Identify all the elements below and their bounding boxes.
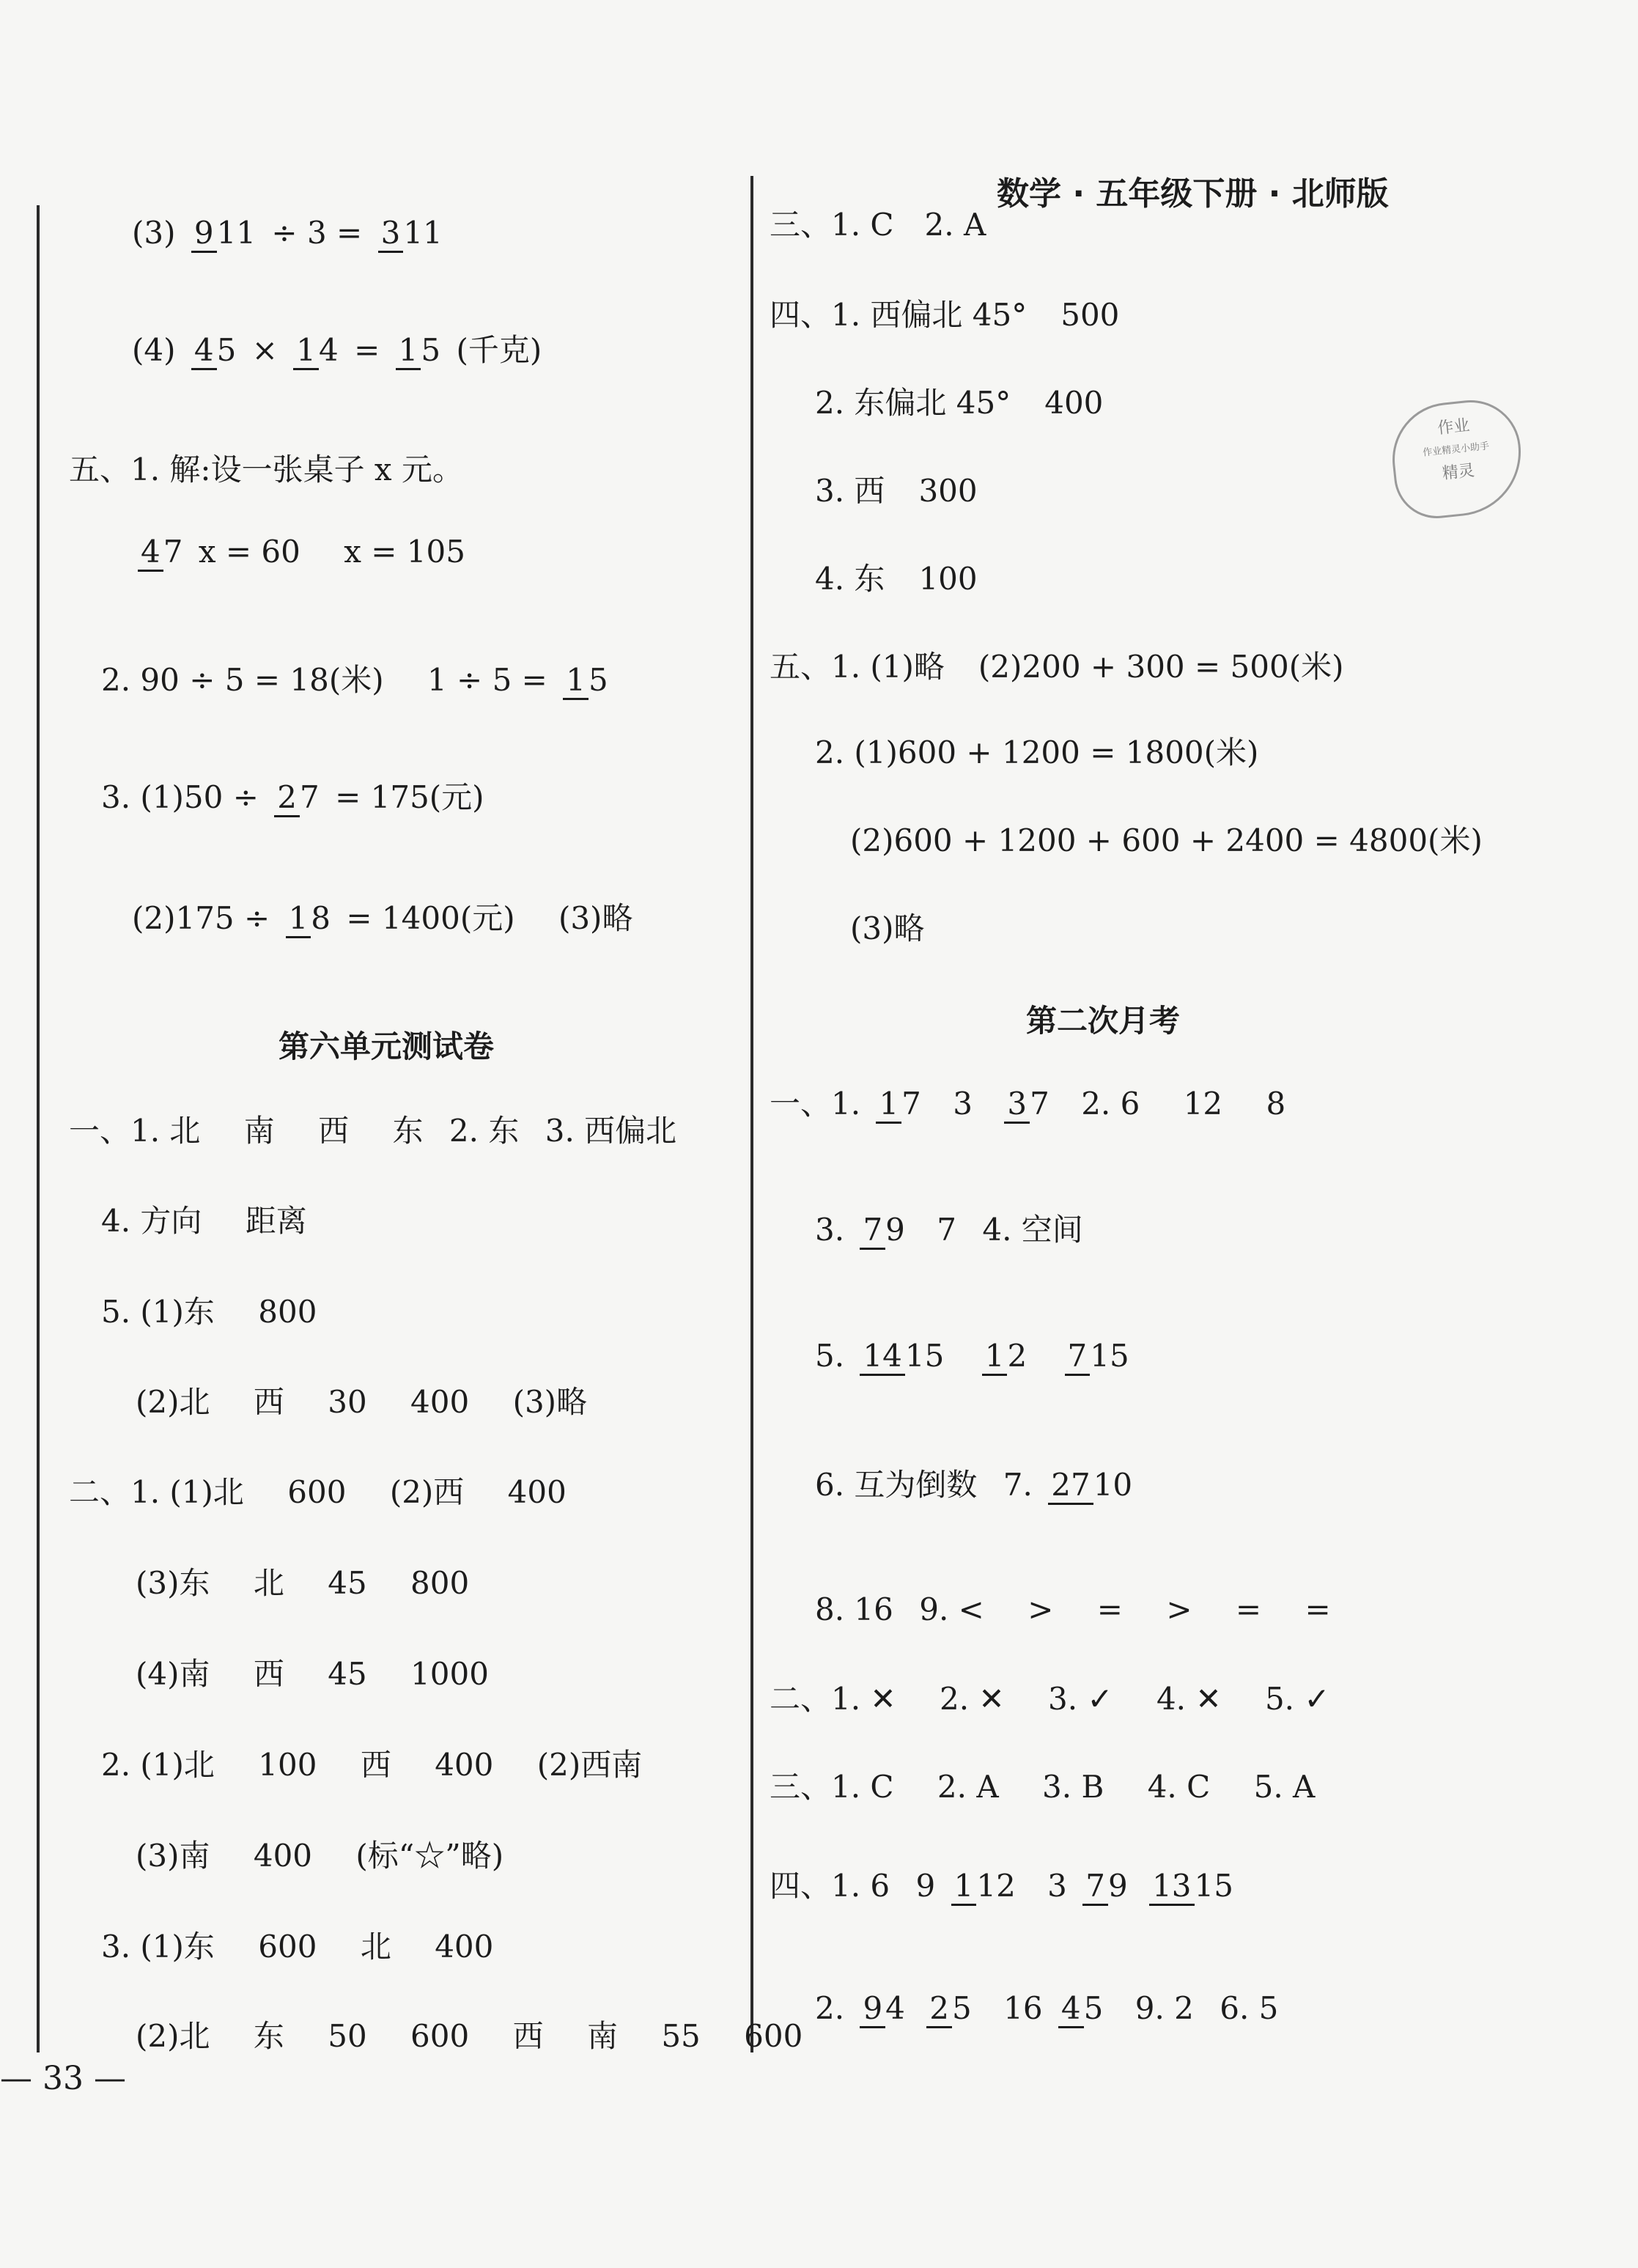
answer-line: 一、1. 北 南 西 东 2. 东 3. 西偏北: [69, 1113, 677, 1149]
answer-line: 3. (1)50 ÷ 27 = 175(元): [101, 777, 484, 816]
answer-line: (3)东 北 45 800: [136, 1565, 470, 1601]
answer-line: 8. 16 9. < > = > = =: [815, 1591, 1331, 1627]
section-title: 第二次月考: [1026, 1003, 1181, 1039]
answer-line: 47 x = 60 x = 105: [132, 531, 465, 570]
page-number: — 33 —: [0, 2060, 126, 2097]
answer-line: 五、1. (1)略 (2)200 + 300 = 500(米): [770, 649, 1344, 685]
answer-line: 6. 互为倒数 7. 2710: [815, 1465, 1138, 1503]
answer-line: 5. 1415 12 715: [815, 1336, 1135, 1374]
answer-line: 4. 方向 距离: [101, 1203, 307, 1239]
answer-line: (2)北 西 30 400 (3)略: [136, 1384, 588, 1420]
section-title: 第六单元测试卷: [278, 1028, 495, 1064]
answer-line: (3)略: [850, 910, 925, 946]
answer-line: (4)南 西 45 1000: [136, 1656, 489, 1692]
answer-line: 五、1. 解:设一张桌子 x 元。: [69, 452, 463, 487]
page-header: 数学 · 五年级下册 · 北师版: [997, 175, 1389, 213]
answer-line: 4. 东 100: [815, 561, 978, 597]
fraction: 911: [191, 215, 256, 251]
answer-line: 2. 东偏北 45° 400: [815, 385, 1104, 421]
answer-line: 2. 94 25 16 45 9. 2 6. 5: [815, 1988, 1278, 2027]
answer-line: (4) 45 × 14 = 15 (千克): [132, 330, 542, 369]
answer-line: (3)南 400 (标“☆”略): [136, 1838, 504, 1874]
answer-line: 三、1. C 2. A: [770, 207, 986, 243]
answer-line: 四、1. 西偏北 45° 500: [770, 297, 1120, 333]
answer-line: 二、1. (1)北 600 (2)西 400: [69, 1474, 567, 1510]
answer-line: 3. 79 7 4. 空间: [815, 1210, 1083, 1248]
answer-line: 四、1. 6 9 112 3 79 1315: [770, 1866, 1239, 1904]
answer-line: (2)600 + 1200 + 600 + 2400 = 4800(米): [850, 822, 1483, 858]
answer-line: 5. (1)东 800: [101, 1294, 317, 1330]
fraction: 311: [378, 215, 443, 251]
watermark-stamp: 作业 作业精灵小助手 精灵: [1387, 395, 1527, 523]
answer-line: (3) 911 ÷ 3 = 311: [132, 213, 449, 251]
answer-line: 3. 西 300: [815, 473, 978, 509]
answer-line: (2)北 东 50 600 西 南 55 600: [136, 2018, 803, 2054]
answer-line: 2. (1)北 100 西 400 (2)西南: [101, 1747, 643, 1783]
answer-line: 2. 90 ÷ 5 = 18(米) 1 ÷ 5 = 15: [101, 660, 614, 699]
answer-line: (2)175 ÷ 18 = 1400(元) (3)略: [132, 898, 632, 937]
answer-line: 2. (1)600 + 1200 = 1800(米): [815, 734, 1259, 770]
answer-line: 一、1. 17 3 37 2. 6 12 8: [770, 1083, 1285, 1122]
answer-line: 3. (1)东 600 北 400: [101, 1929, 494, 1965]
answer-line: 二、1. ✕ 2. ✕ 3. ✓ 4. ✕ 5. ✓: [770, 1681, 1330, 1717]
column-divider: [750, 176, 753, 2052]
left-margin-rule: [37, 205, 40, 2052]
answer-line: 三、1. C 2. A 3. B 4. C 5. A: [770, 1769, 1316, 1805]
